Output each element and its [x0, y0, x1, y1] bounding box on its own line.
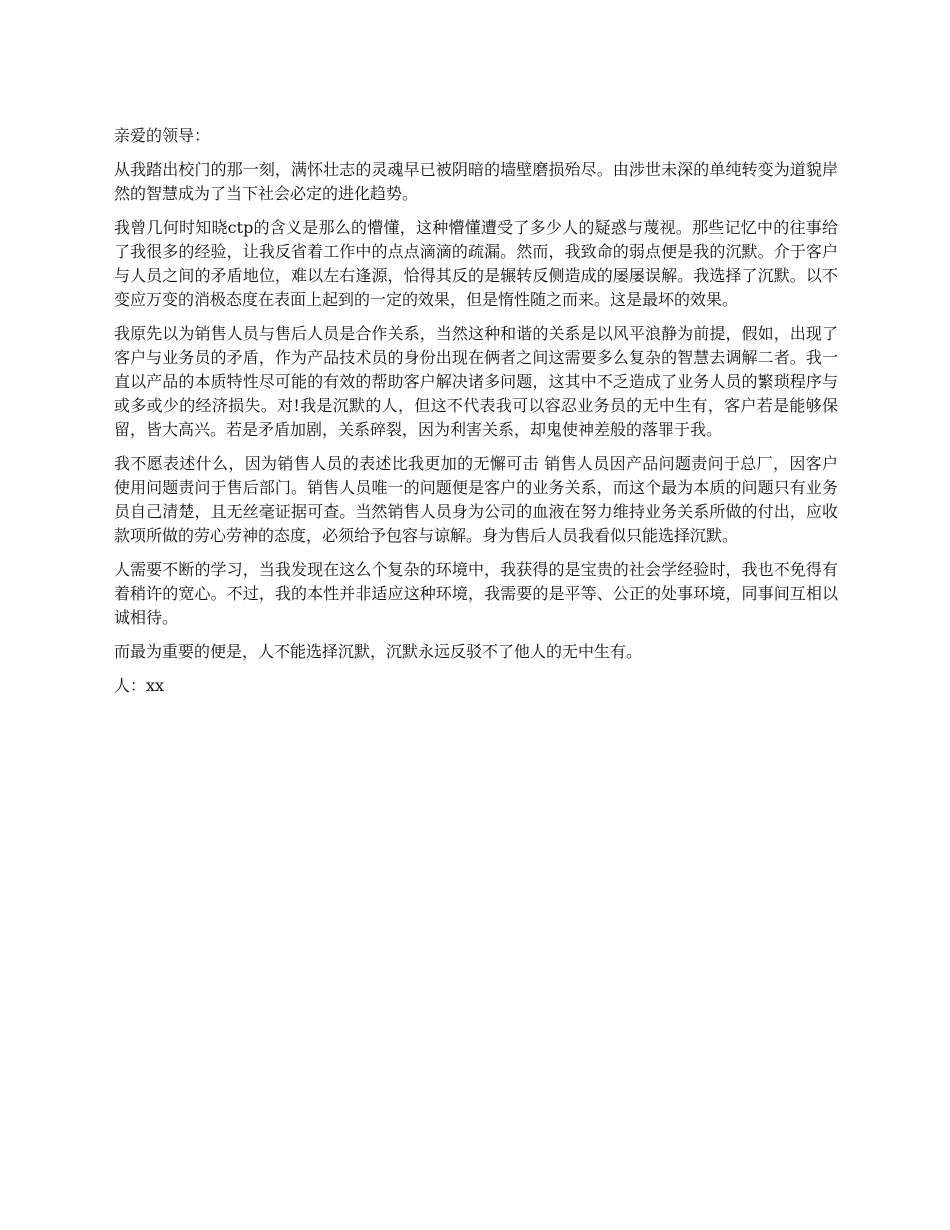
paragraph-3: 我原先以为销售人员与售后人员是合作关系，当然这种和谐的关系是以风平浪静为前提，假如，出现了客户与业务员的矛盾，作为产品技术员的身份出现在俩者之间这需要多么复杂的智慧去调解二者。我一直以产品的本质特性尽可能的有效的帮助客户解决诸多问题，这其中不乏造成了业务人员的繁琐程序与或多或少的经济损失。对!我是沉默的人，但这不代表我可以容忍业务员的无中生有，客户若是能够保留，皆大高兴。若是矛盾加剧，关系碎裂，因为利害关系，却鬼使神差般的落罪于我。 — [114, 324, 838, 439]
paragraph-2: 我曾几何时知晓ctp的含义是那么的懵懂，这种懵懂遭受了多少人的疑惑与蔑视。那些记忆中的往事给了我很多的经验，让我反省着工作中的点点滴滴的疏漏。然而，我致命的弱点便是我的沉默。介于客户与人员之间的矛盾地位，难以左右逢源，恰得其反的是辗转反侧造成的屡屡误解。我选择了沉默。以不变应万变的消极态度在表面上起到的一定的效果，但是惰性随之而来。这是最坏的效果。 — [114, 218, 838, 309]
letter-document — [114, 124, 838, 708]
signature: 人：xx — [114, 676, 165, 695]
paragraph-4: 我不愿表述什么，因为销售人员的表述比我更加的无懈可击 销售人员因产品问题责问于总厂，因客户使用问题责问于售后部门。销售人员唯一的问题便是客户的业务关系，而这个最为本质的问题只有业务员自己清楚，且无丝毫证据可查。当然销售人员身为公司的血液在努力维持业务关系所做的付出，应收款项所做的劳心劳神的态度，必须给予包容与谅解。身为售后人员我看似只能选择沉默。 — [114, 454, 838, 545]
salutation: 亲爱的领导： — [114, 126, 211, 145]
paragraph-6: 而最为重要的便是，人不能选择沉默，沉默永远反驳不了他人的无中生有。 — [114, 642, 643, 661]
paragraph-5: 人需要不断的学习，当我发现在这么个复杂的环境中，我获得的是宝贵的社会学经验时，我也不免得有着稍许的宽心。不过，我的本性并非适应这种环境，我需要的是平等、公正的处事环境，同事间互相以诚相待。 — [114, 560, 838, 627]
paragraph-1: 从我踏出校门的那一刻，满怀壮志的灵魂早已被阴暗的墙壁磨损殆尽。由涉世未深的单纯转变为道貌岸然的智慧成为了当下社会必定的进化趋势。 — [114, 160, 838, 203]
